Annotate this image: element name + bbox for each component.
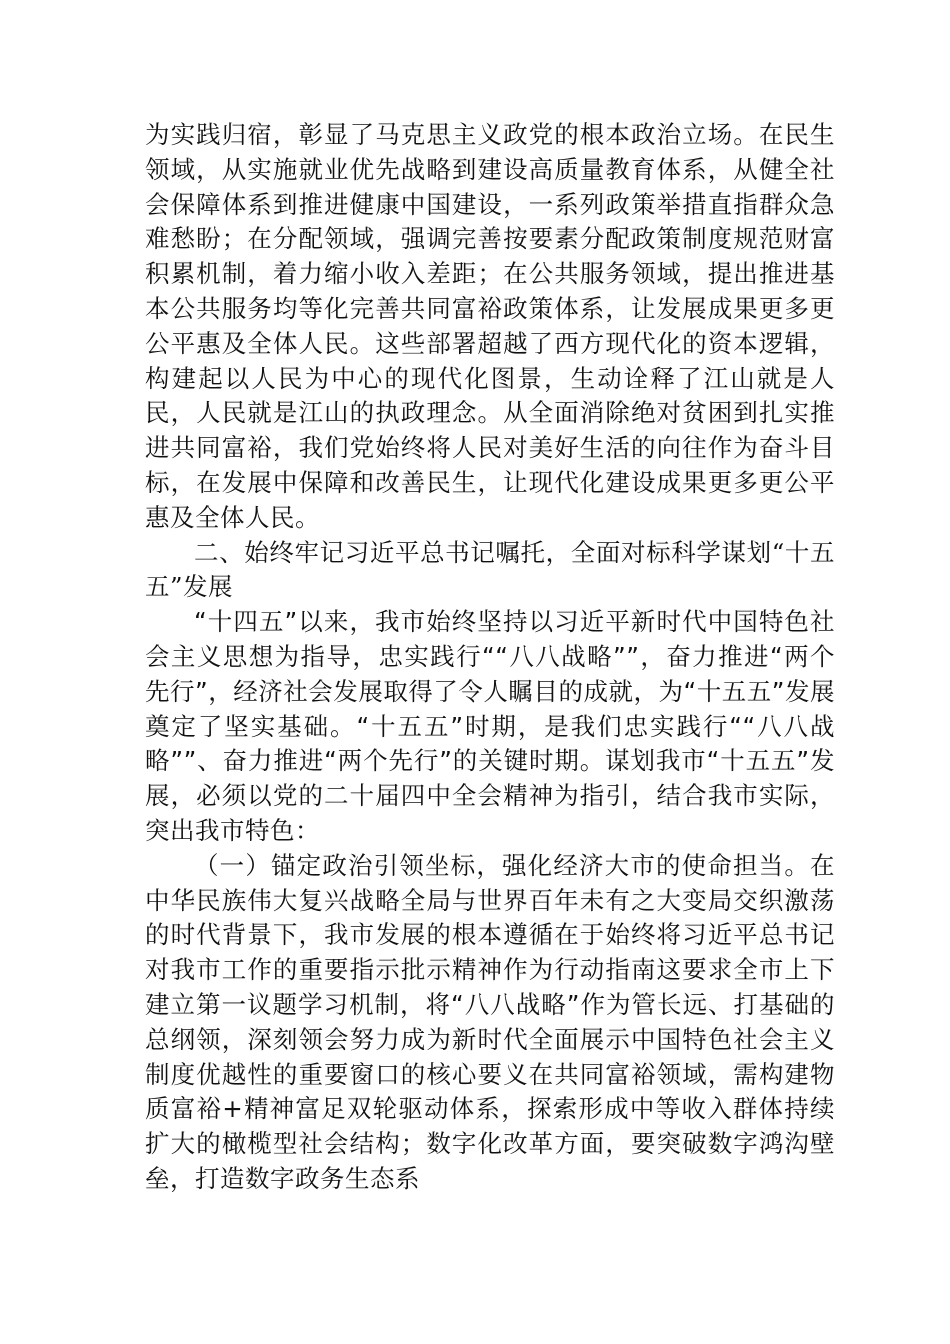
body-paragraph-3: “十四五”以来，我市始终坚持以习近平新时代中国特色社会主义思想为指导，忠实践行““八八战略””，奋力推进“两个先行”，经济社会发展取得了令人瞩目的成就，为“十五五”发展奠定了坚实基础。“十五五”时期，是我们忠实践行““八八战略””、奋力推进“两个先行”的关键时期。谋划我市“十五五”发展，必须以党的二十届四中全会精神为指引，结合我市实际，突出我市特色： — [145, 607, 835, 845]
section-heading-2: 二、始终牢记习近平总书记嘱托，全面对标科学谋划“十五五”发展 — [145, 537, 835, 602]
document-page — [145, 118, 835, 1197]
body-paragraph-4: （一）锚定政治引领坐标，强化经济大市的使命担当。在中华民族伟大复兴战略全局与世界百年未有之大变局交织激荡的时代背景下，我市发展的根本遵循在于始终将习近平总书记对我市工作的重要指示批示精神作为行动指南这要求全市上下建立第一议题学习机制，将“八八战略”作为管长远、打基础的总纲领，深刻领会努力成为新时代全面展示中国特色社会主义制度优越性的重要窗口的核心要义在共同富裕领域，需构建物质富裕+精神富足双轮驱动体系，探索形成中等收入群体持续扩大的橄榄型社会结构；数字化改革方面，要突破数字鸿沟壁垒，打造数字政务生态系 — [145, 850, 835, 1193]
body-paragraph-1: 为实践归宿，彰显了马克思主义政党的根本政治立场。在民生领域，从实施就业优先战略到建设高质量教育体系，从健全社会保障体系到推进健康中国建设，一系列政策举措直指群众急难愁盼；在分配领域，强调完善按要素分配政策制度规范财富积累机制，着力缩小收入差距；在公共服务领域，提出推进基本公共服务均等化完善共同富裕政策体系，让发展成果更多更公平惠及全体人民。这些部署超越了西方现代化的资本逻辑，构建起以人民为中心的现代化图景，生动诠释了江山就是人民，人民就是江山的执政理念。从全面消除绝对贫困到扎实推进共同富裕，我们党始终将人民对美好生活的向往作为奋斗目标，在发展中保障和改善民生，让现代化建设成果更多更公平惠及全体人民。 — [145, 120, 835, 532]
